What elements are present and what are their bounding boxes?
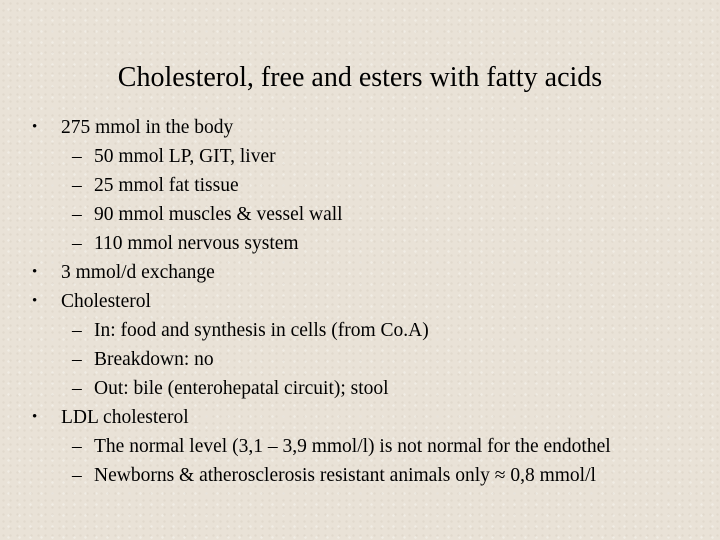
dash-marker: – xyxy=(72,378,82,399)
sub-bullet-text: The normal level (3,1 – 3,9 mmol/l) is not normal for the endothel xyxy=(94,436,611,457)
dash-marker: – xyxy=(72,175,82,196)
sub-bullet-item xyxy=(0,432,720,461)
sub-bullet-item xyxy=(0,229,720,258)
sub-bullet-text: 50 mmol LP, GIT, liver xyxy=(94,146,276,167)
sub-bullet-item xyxy=(0,345,720,374)
sub-bullet-item xyxy=(0,200,720,229)
bullet-marker: • xyxy=(32,293,38,309)
bullet-marker: • xyxy=(32,119,38,135)
dash-marker: – xyxy=(72,146,82,167)
sub-bullet-item xyxy=(0,374,720,403)
sub-bullet-text: Out: bile (enterohepatal circuit); stool xyxy=(94,378,389,399)
dash-marker: – xyxy=(72,465,82,486)
bullet-text: 3 mmol/d exchange xyxy=(61,262,215,283)
bullet-text: 275 mmol in the body xyxy=(61,117,234,138)
sub-bullet-text: In: food and synthesis in cells (from Co.A) xyxy=(94,320,429,341)
sub-bullet-text: Newborns & atherosclerosis resistant animals only ≈ 0,8 mmol/l xyxy=(94,465,596,486)
bullet-item xyxy=(0,258,720,287)
bullet-marker: • xyxy=(32,409,38,425)
bullet-marker: • xyxy=(32,264,38,280)
slide-title: Cholesterol, free and esters with fatty acids xyxy=(117,62,603,93)
dash-marker: – xyxy=(72,436,82,457)
sub-bullet-text: 110 mmol nervous system xyxy=(94,233,299,254)
bullet-item xyxy=(0,113,720,142)
sub-bullet-item xyxy=(0,171,720,200)
dash-marker: – xyxy=(72,320,82,341)
dash-marker: – xyxy=(72,204,82,225)
bullet-item xyxy=(0,403,720,432)
bullet-item xyxy=(0,287,720,316)
sub-bullet-item xyxy=(0,142,720,171)
dash-marker: – xyxy=(72,349,82,370)
dash-marker: – xyxy=(72,233,82,254)
sub-bullet-text: 25 mmol fat tissue xyxy=(94,175,239,196)
sub-bullet-item xyxy=(0,461,720,490)
sub-bullet-text: 90 mmol muscles & vessel wall xyxy=(94,204,343,225)
sub-bullet-text: Breakdown: no xyxy=(94,349,214,370)
sub-bullet-item xyxy=(0,316,720,345)
bullet-text: LDL cholesterol xyxy=(61,407,189,428)
bullet-list xyxy=(0,113,720,490)
bullet-text: Cholesterol xyxy=(61,291,151,312)
